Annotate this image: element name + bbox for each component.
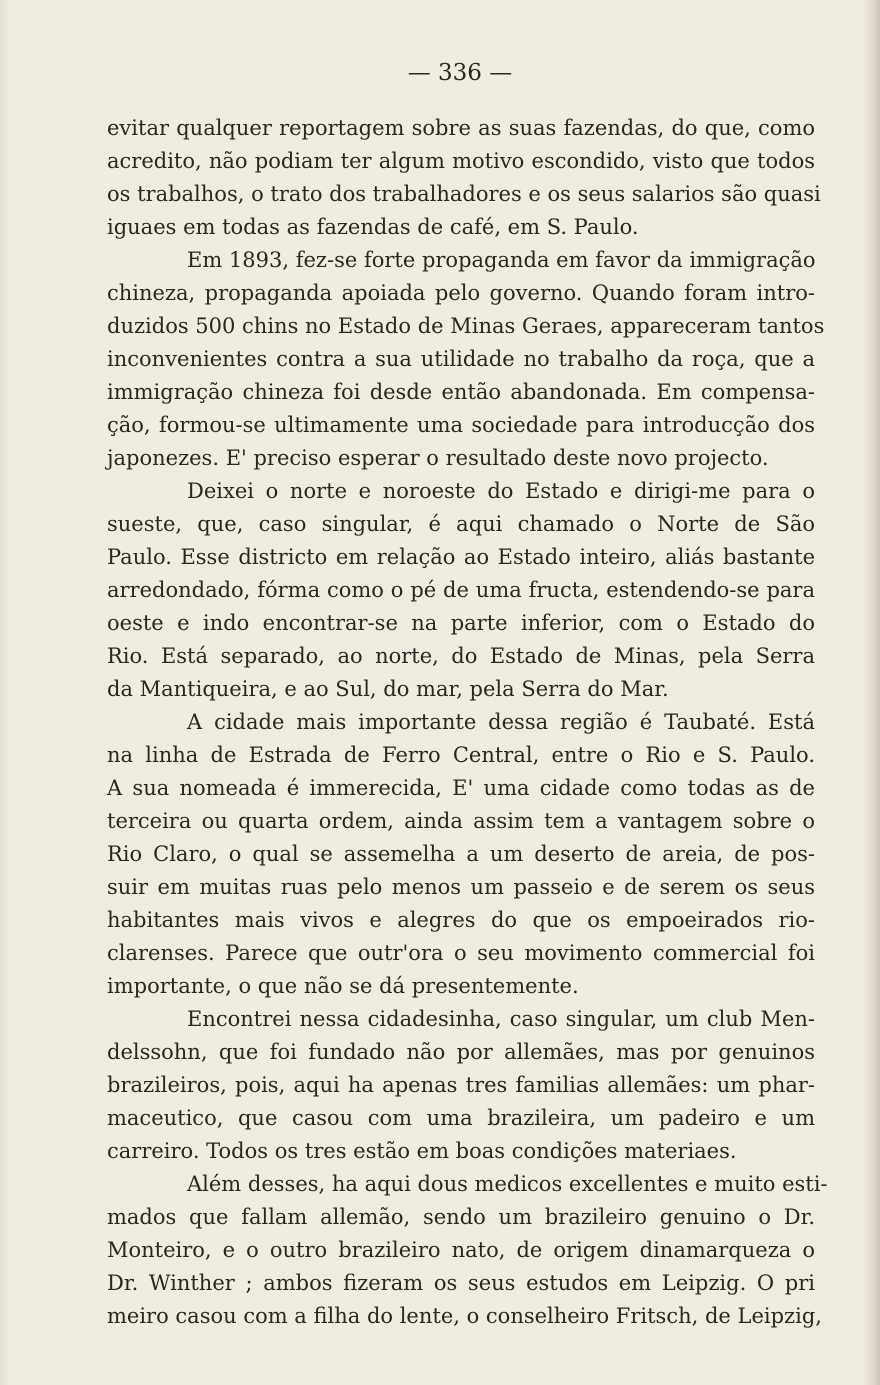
text-line: Deixei o norte e noroeste do Estado e dirigi-me para o: [187, 479, 815, 503]
paragraph: [107, 112, 821, 244]
paragraph: [107, 1168, 828, 1333]
text-line: Além desses, ha aqui dous medicos excellentes e muito esti-: [187, 1172, 828, 1196]
paragraph: [107, 244, 825, 475]
text-line: oeste e indo encontrar-se na parte inferior, com o Estado do: [107, 611, 815, 635]
text-line: inconvenientes contra a sua utilidade no trabalho da roça, que a: [107, 347, 815, 371]
text-line: chineza, propaganda apoiada pelo governo. Quando foram intro-: [107, 281, 815, 305]
text-line: Dr. Winther ; ambos fizeram os seus estudos em Leipzig. O pri: [107, 1271, 815, 1295]
text-line: immigração chineza foi desde então abandonada. Em compensa-: [107, 380, 815, 404]
text-line: Rio. Está separado, ao norte, do Estado de Minas, pela Serra: [107, 644, 815, 668]
text-line: Monteiro, e o outro brazileiro nato, de origem dinamarqueza o: [107, 1238, 815, 1262]
text-line: meiro casou com a filha do lente, o conselheiro Fritsch, de Leipzig,: [107, 1304, 822, 1328]
text-line: acredito, não podiam ter algum motivo escondido, visto que todos: [107, 149, 815, 173]
text-line: importante, o que não se dá presentemente.: [107, 974, 579, 998]
text-line: clarenses. Parece que outr'ora o seu movimento commercial foi: [107, 941, 815, 965]
text-line: duzidos 500 chins no Estado de Minas Geraes, appareceram tantos: [107, 314, 825, 338]
text-line: da Mantiqueira, e ao Sul, do mar, pela Serra do Mar.: [107, 677, 669, 701]
text-line: carreiro. Todos os tres estão em boas condições materiaes.: [107, 1139, 737, 1163]
text-line: Rio Claro, o qual se assemelha a um deserto de areia, de pos-: [107, 842, 815, 866]
text-line: Em 1893, fez-se forte propaganda em favor da immigração: [187, 248, 816, 272]
text-line: delssohn, que foi fundado não por allemães, mas por genuinos: [107, 1040, 815, 1064]
page-number: — 336 —: [407, 60, 513, 86]
text-line: ção, formou-se ultimamente uma sociedade para introducção dos: [107, 413, 815, 437]
paragraph: [107, 706, 815, 1003]
text-line: A cidade mais importante dessa região é Taubaté. Está: [187, 710, 815, 734]
text-line: japonezes. E' preciso esperar o resultado deste novo projecto.: [107, 446, 769, 470]
page-left-edge: [0, 0, 10, 1385]
text-line: suir em muitas ruas pelo menos um passeio e de serem os seus: [107, 875, 815, 899]
paragraph: [107, 475, 815, 706]
body-text: [107, 112, 828, 1333]
text-line: A sua nomeada é immerecida, E' uma cidade como todas as de: [107, 776, 815, 800]
text-line: na linha de Estrada de Ferro Central, entre o Rio e S. Paulo.: [107, 743, 815, 767]
text-line: arredondado, fórma como o pé de uma fructa, estendendo-se para: [107, 578, 815, 602]
text-line: sueste, que, caso singular, é aqui chamado o Norte de São: [107, 512, 815, 536]
text-line: terceira ou quarta ordem, ainda assim tem a vantagem sobre o: [107, 809, 815, 833]
text-line: brazileiros, pois, aqui ha apenas tres familias allemães: um phar-: [107, 1073, 815, 1097]
text-line: Encontrei nessa cidadesinha, caso singular, um club Men-: [187, 1007, 815, 1031]
paragraph: [107, 1003, 815, 1168]
page-binding-shadow: [862, 0, 880, 1385]
text-line: habitantes mais vivos e alegres do que os empoeirados rio-: [107, 908, 815, 932]
text-line: iguaes em todas as fazendas de café, em S. Paulo.: [107, 215, 639, 239]
text-line: evitar qualquer reportagem sobre as suas fazendas, do que, como: [107, 116, 815, 140]
text-line: os trabalhos, o trato dos trabalhadores e os seus salarios são quasi: [107, 182, 821, 206]
text-line: Paulo. Esse districto em relação ao Estado inteiro, aliás bastante: [107, 545, 815, 569]
text-line: mados que fallam allemão, sendo um brazileiro genuino o Dr.: [107, 1205, 815, 1229]
text-line: maceutico, que casou com uma brazileira, um padeiro e um: [107, 1106, 815, 1130]
